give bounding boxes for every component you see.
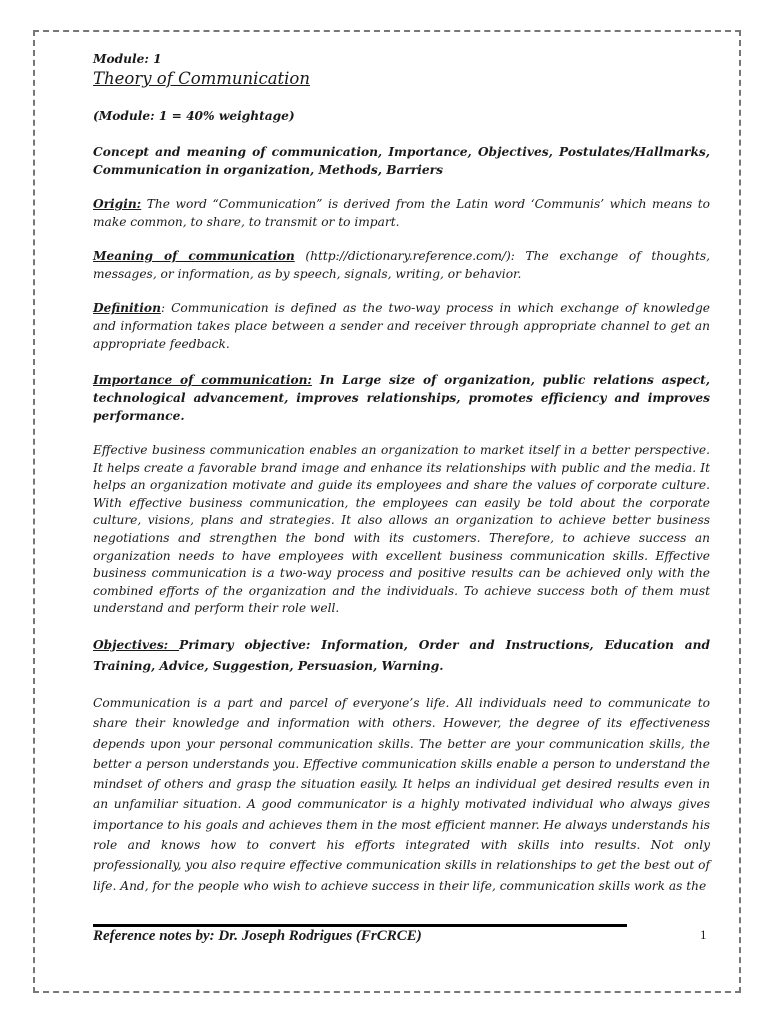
definition-paragraph: [93, 299, 710, 353]
page-title: Theory of Communication: [93, 69, 310, 88]
objectives-label: Objectives:: [93, 638, 180, 652]
importance-paragraph: [93, 371, 710, 425]
origin-paragraph: [93, 195, 710, 231]
footer-reference: Reference notes by: Dr. Joseph Rodrigues (FrCRCE): [93, 928, 422, 944]
definition-text: : Communication is defined as the two-way process in which exchange of knowledge and information takes place between a sender and receiver through appropriate channel to get an appropriate feedback.: [93, 301, 710, 351]
objectives-paragraph: [93, 635, 710, 677]
meaning-paragraph: [93, 247, 710, 283]
importance-body: Effective business communication enables an organization to market itself in a better perspective. It helps create a favorable brand image and enhance its relationships with public and the media. It helps an organization motivate and guide its employees and share the values of corporate culture. With effective business communication, the employees can easily be told about the corporate culture, visions, plans and strategies. It also allows an organization to achieve better business negotiations and strengthen the bond with its customers. Therefore, to achieve success an organization needs to have employees with excellent business communication skills. Effective business communication is a two-way process and positive results can be achieved only with the combined efforts of the organization and the individuals. To achieve success both of them must understand and perform their role well.: [93, 443, 710, 616]
origin-label: Origin:: [93, 197, 142, 211]
objectives-body: Communication is a part and parcel of everyone’s life. All individuals need to communicate to share their knowledge and information with others. However, the degree of its effectiveness depends upon your personal communication skills. The better are your communication skills, the better a person understands you. Effective communication skills enable a person to understand the mindset of others and grasp the situation easily. It helps an individual get desired results even in an unfamiliar situation. A good communicator is a highly motivated individual who always gives importance to his goals and achieves them in the most efficient manner. He always understands his role and knows how to convert his efforts integrated with skills into results. Not only professionally, you also require effective communication skills in relationships to get the best out of life. And, for the people who wish to achieve success in their life, communication skills work as the: [93, 696, 710, 893]
objectives-text: Primary objective: Information, Order and Instructions, Education and Training, Advice, Suggestion, Persuasion, Warning.: [93, 638, 710, 673]
importance-label: Importance of communication:: [93, 373, 312, 387]
footer-rule: [93, 924, 627, 927]
page-number: 1: [700, 927, 707, 942]
meaning-text: (http://dictionary.reference.com/): The exchange of thoughts, messages, or information, as by speech, signals, writing, or behavior.: [93, 249, 710, 281]
weightage: (Module: 1 = 40% weightage): [93, 109, 295, 123]
topics-heading: Concept and meaning of communication, Importance, Objectives, Postulates/Hallmarks, Communication in organization, Methods, Barriers: [93, 145, 710, 177]
importance-text: In Large size of organization, public relations aspect, technological advancement, improves relationships, promotes efficiency and improves performance.: [93, 373, 710, 423]
meaning-label: Meaning of communication: [93, 249, 295, 263]
module-label: Module: 1: [93, 52, 162, 66]
origin-text: The word “Communication” is derived from the Latin word ‘Communis’ which means to make common, to share, to transmit or to impart.: [93, 197, 710, 229]
definition-label: Definition: [93, 301, 161, 315]
